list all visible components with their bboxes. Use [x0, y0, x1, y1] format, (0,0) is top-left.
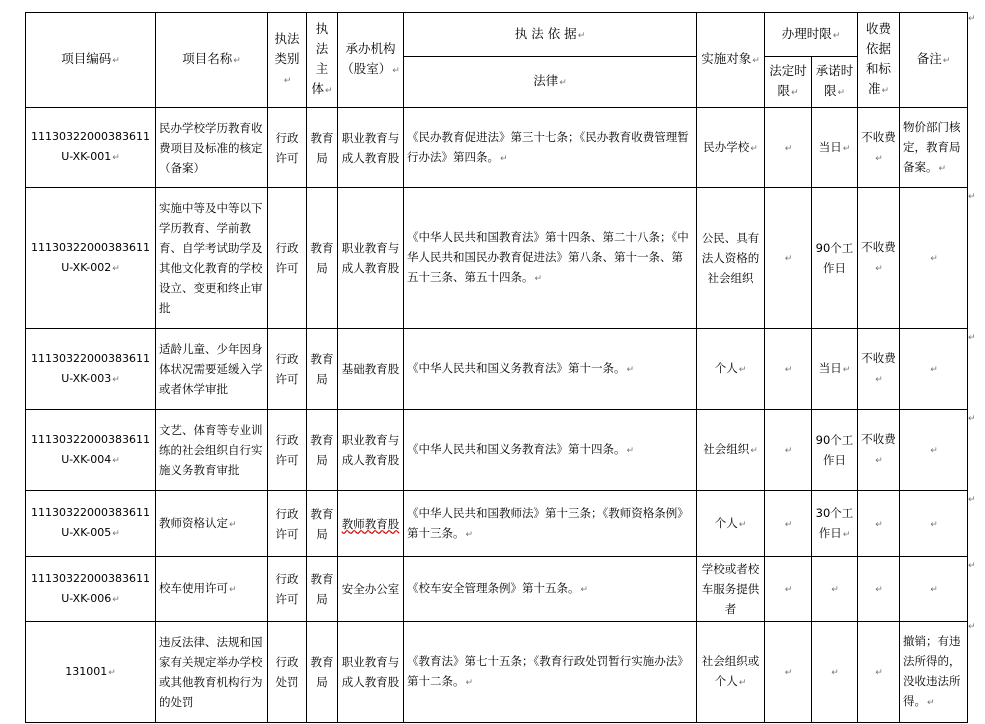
cell-legal-time: ↵ — [765, 622, 812, 723]
paragraph-mark: ↵ — [968, 414, 976, 424]
paragraph-mark: ↵ — [968, 622, 976, 632]
cell-fee: 不收费↵ — [858, 329, 900, 410]
cell-name: 实施中等及中等以下学历教育、学前教育、自学考试助学及其他文化教育的学校设立、变更和终止审批 — [156, 188, 268, 329]
cell-law: 《中华人民共和国义务教育法》第十四条。↵ — [404, 410, 697, 491]
paragraph-mark: ↵ — [968, 561, 976, 571]
cell-legal-time: ↵ — [765, 108, 812, 188]
header-name: 项目名称↵ — [156, 13, 268, 108]
cell-remark: ↵ — [900, 491, 968, 557]
cell-name: 教师资格认定↵ — [156, 491, 268, 557]
cell-type: 行政许可 — [268, 410, 307, 491]
cell-type: 行政许可 — [268, 188, 307, 329]
cell-legal-time: ↵ — [765, 188, 812, 329]
cell-promise-time: 当日↵ — [812, 329, 858, 410]
cell-target: 公民、具有法人资格的社会组织 — [697, 188, 765, 329]
cell-law: 《中华人民共和国教师法》第十三条；《教师资格条例》第十三条。↵ — [404, 491, 697, 557]
cell-subject: 教育局 — [307, 410, 338, 491]
cell-target: 个人↵ — [697, 329, 765, 410]
cell-type: 行政许可 — [268, 557, 307, 622]
header-basis: 执 法 依 据↵ — [404, 13, 697, 57]
paragraph-mark: ↵ — [968, 495, 976, 505]
cell-legal-time: ↵ — [765, 491, 812, 557]
cell-org: 职业教育与成人教育股 — [338, 622, 404, 723]
cell-law: 《中华人民共和国教育法》第十四条、第二十八条；《中华人民共和国民办教育促进法》第八条、第十一条、第五十三条、第五十四条。↵ — [404, 188, 697, 329]
cell-code: 11130322000383611U-XK-006↵ — [26, 557, 156, 622]
cell-remark: 物价部门核定，教育局备案。↵ — [900, 108, 968, 188]
cell-org: 基础教育股 — [338, 329, 404, 410]
table-row — [26, 410, 968, 491]
cell-legal-time: ↵ — [765, 410, 812, 491]
cell-subject: 教育局 — [307, 108, 338, 188]
cell-code: 11130322000383611U-XK-005↵ — [26, 491, 156, 557]
paragraph-mark: ↵ — [968, 14, 976, 24]
table-row — [26, 188, 968, 329]
header-legal-time: 法定时限↵ — [765, 57, 812, 108]
header-time: 办理时限↵ — [765, 13, 858, 57]
cell-fee: ↵ — [858, 622, 900, 723]
header-remark: 备注↵ — [900, 13, 968, 108]
cell-law: 《民办教育促进法》第三十七条；《民办教育收费管理暂行办法》第四条。↵ — [404, 108, 697, 188]
header-fee: 收费依据和标准↵ — [858, 13, 900, 108]
cell-subject: 教育局 — [307, 329, 338, 410]
cell-fee: 不收费↵ — [858, 108, 900, 188]
header-promise-time: 承诺时限↵ — [812, 57, 858, 108]
cell-name: 校车使用许可↵ — [156, 557, 268, 622]
table-row — [26, 491, 968, 557]
cell-law: 《教育法》第七十五条；《教育行政处罚暂行实施办法》第十二条。↵ — [404, 622, 697, 723]
cell-name: 文艺、体育等专业训练的社会组织自行实施义务教育审批 — [156, 410, 268, 491]
header-target: 实施对象↵ — [697, 13, 765, 108]
cell-code: 11130322000383611U-XK-002↵ — [26, 188, 156, 329]
cell-subject: 教育局 — [307, 557, 338, 622]
cell-promise-time: 当日↵ — [812, 108, 858, 188]
cell-name: 违反法律、法规和国家有关规定举办学校或其他教育机构行为的处罚 — [156, 622, 268, 723]
law-enforcement-table — [25, 12, 968, 723]
paragraph-mark: ↵ — [968, 192, 976, 202]
cell-type: 行政处罚 — [268, 622, 307, 723]
cell-target: 民办学校↵ — [697, 108, 765, 188]
cell-fee: ↵ — [858, 491, 900, 557]
paragraph-mark: ↵ — [968, 333, 976, 343]
cell-remark: ↵ — [900, 188, 968, 329]
cell-legal-time: ↵ — [765, 557, 812, 622]
cell-subject: 教育局 — [307, 188, 338, 329]
cell-code: 11130322000383611U-XK-004↵ — [26, 410, 156, 491]
cell-remark: ↵ — [900, 410, 968, 491]
cell-subject: 教育局 — [307, 491, 338, 557]
table-row — [26, 622, 968, 723]
cell-remark: ↵ — [900, 329, 968, 410]
header-law: 法律↵ — [404, 57, 697, 108]
cell-target: 学校或者校车服务提供者 — [697, 557, 765, 622]
header-subject: 执法主体↵ — [307, 13, 338, 108]
cell-code: 11130322000383611U-XK-001↵ — [26, 108, 156, 188]
cell-type: 行政许可 — [268, 108, 307, 188]
cell-promise-time: 30个工作日↵ — [812, 491, 858, 557]
cell-promise-time: ↵ — [812, 622, 858, 723]
cell-target: 社会组织或个人↵ — [697, 622, 765, 723]
cell-promise-time: ↵ — [812, 557, 858, 622]
cell-fee: 不收费↵ — [858, 188, 900, 329]
cell-legal-time: ↵ — [765, 329, 812, 410]
cell-type: 行政许可 — [268, 329, 307, 410]
cell-target: 个人↵ — [697, 491, 765, 557]
cell-name: 适龄儿童、少年因身体状况需要延缓入学或者休学审批 — [156, 329, 268, 410]
header-org: 承办机构（股室）↵ — [338, 13, 404, 108]
cell-subject: 教育局 — [307, 622, 338, 723]
cell-target: 社会组织↵ — [697, 410, 765, 491]
cell-org: 职业教育与成人教育股 — [338, 108, 404, 188]
cell-org: 教师教育股 — [338, 491, 404, 557]
cell-org: 职业教育与成人教育股 — [338, 188, 404, 329]
cell-promise-time: 90个工作日 — [812, 188, 858, 329]
cell-fee: 不收费↵ — [858, 410, 900, 491]
cell-org: 职业教育与成人教育股 — [338, 410, 404, 491]
cell-law: 《校车安全管理条例》第十五条。↵ — [404, 557, 697, 622]
cell-fee: ↵ — [858, 557, 900, 622]
cell-code: 11130322000383611U-XK-003↵ — [26, 329, 156, 410]
table-row — [26, 329, 968, 410]
header-type: 执法类别↵ — [268, 13, 307, 108]
header-code: 项目编码↵ — [26, 13, 156, 108]
cell-remark: 撤销；有违法所得的，没收违法所得。↵ — [900, 622, 968, 723]
cell-law: 《中华人民共和国义务教育法》第十一条。↵ — [404, 329, 697, 410]
cell-promise-time: 90个工作日 — [812, 410, 858, 491]
cell-code: 131001↵ — [26, 622, 156, 723]
cell-org: 安全办公室 — [338, 557, 404, 622]
cell-name: 民办学校学历教育收费项目及标准的核定（备案） — [156, 108, 268, 188]
cell-remark: ↵ — [900, 557, 968, 622]
table-row — [26, 557, 968, 622]
table-row — [26, 108, 968, 188]
cell-type: 行政许可 — [268, 491, 307, 557]
